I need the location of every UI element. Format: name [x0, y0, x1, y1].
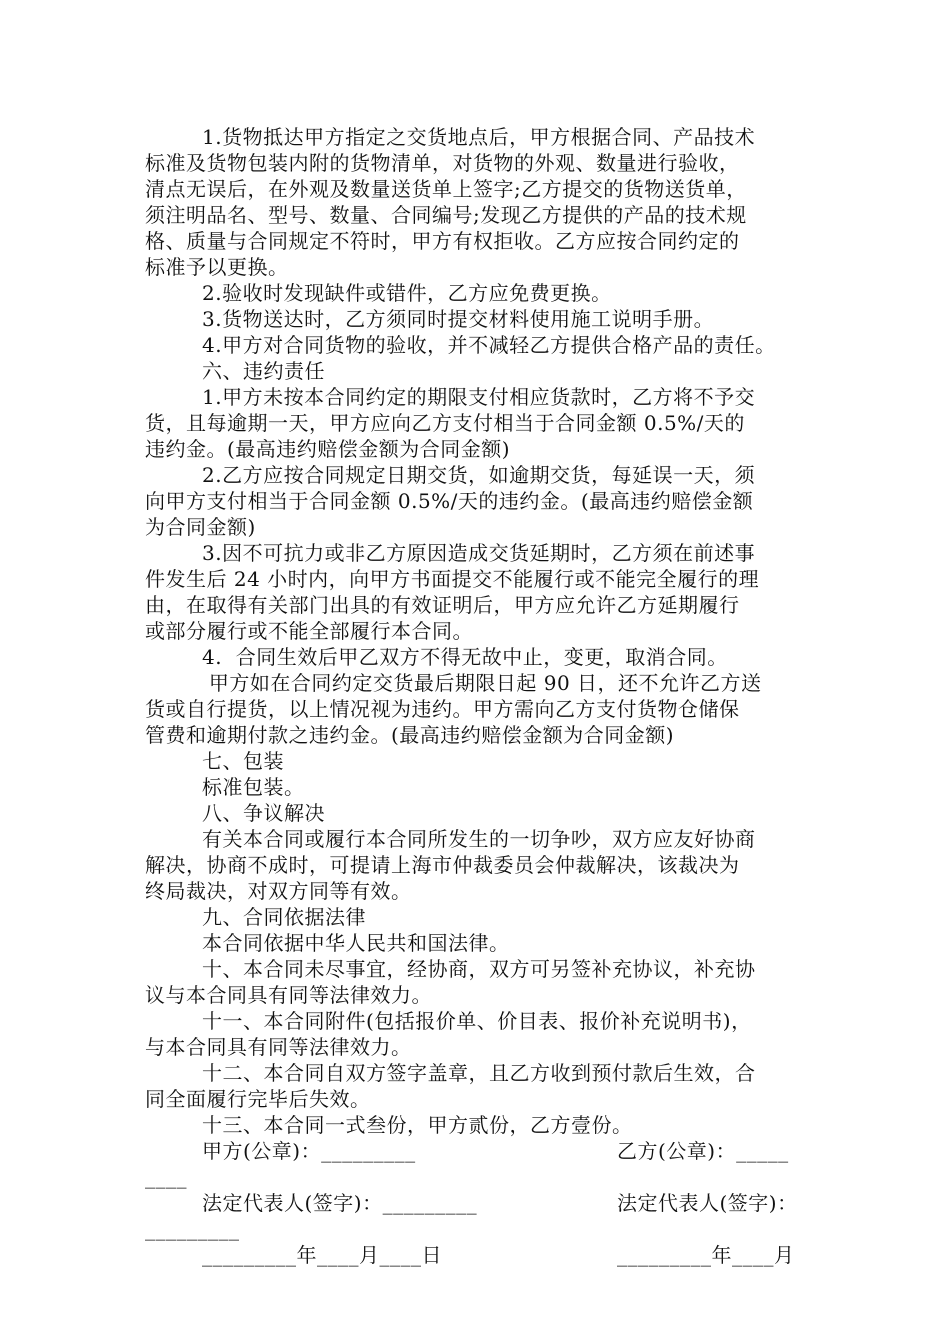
- text-line: 2.乙方应按合同规定日期交货，如逾期交货，每延误一天，须: [202, 463, 756, 487]
- text-line: 3.因不可抗力或非乙方原因造成交货延期时，乙方须在前述事: [202, 541, 756, 565]
- text-line: 4. 合同生效后甲乙双方不得无故中止，变更，取消合同。: [202, 645, 728, 669]
- text-line: 十、本合同未尽事宜，经协商，双方可另签补充协议，补充协: [202, 957, 756, 981]
- text-line: 与本合同具有同等法律效力。: [145, 1035, 412, 1059]
- text-line: 同全面履行完毕后失效。: [145, 1087, 371, 1111]
- party-b-seal-field: 乙方(公章)：_____: [617, 1139, 789, 1163]
- party-b-date-field: _________年____月: [617, 1243, 795, 1267]
- text-line: 解决，协商不成时，可提请上海市仲裁委员会仲裁解决，该裁决为: [145, 853, 740, 877]
- text-line: 违约金。(最高违约赔偿金额为合同金额): [145, 437, 511, 461]
- text-line: 1.甲方未按本合同约定的期限支付相应货款时，乙方将不予交: [202, 385, 756, 409]
- text-line: 向甲方支付相当于合同金额 0.5%/天的违约金。(最高违约赔偿金额: [145, 489, 754, 513]
- text-line: 有关本合同或履行本合同所发生的一切争吵，双方应友好协商: [202, 827, 756, 851]
- text-line: 十二、本合同自双方签字盖章，且乙方收到预付款后生效，合: [202, 1061, 756, 1085]
- text-line: 4.甲方对合同货物的验收，并不减轻乙方提供合格产品的责任。: [202, 333, 776, 357]
- text-line: 管费和逾期付款之违约金。(最高违约赔偿金额为合同金额): [145, 723, 675, 747]
- text-line: 件发生后 24 小时内，向甲方书面提交不能履行或不能完全履行的理: [145, 567, 760, 591]
- party-a-date-field: _________年____月____日: [202, 1243, 442, 1267]
- text-line: 十三、本合同一式叁份，甲方贰份，乙方壹份。: [202, 1113, 633, 1137]
- text-line: 清点无误后，在外观及数量送货单上签字;乙方提交的货物送货单，: [145, 177, 747, 201]
- text-line: 标准予以更换。: [145, 255, 289, 279]
- text-line: 2.验收时发现缺件或错件，乙方应免费更换。: [202, 281, 612, 305]
- text-line: 本合同依据中华人民共和国法律。: [202, 931, 510, 955]
- text-line: 或部分履行或不能全部履行本合同。: [145, 619, 473, 643]
- text-line: 终局裁决，对双方同等有效。: [145, 879, 412, 903]
- party-a-seal-field: 甲方(公章)：_________: [202, 1139, 416, 1163]
- text-line: 3.货物送达时，乙方须同时提交材料使用施工说明手册。: [202, 307, 715, 331]
- text-line: 1.货物抵达甲方指定之交货地点后，甲方根据合同、产品技术: [202, 125, 756, 149]
- text-line: 货或自行提货，以上情况视为违约。甲方需向乙方支付货物仓储保: [145, 697, 740, 721]
- section-heading: 九、合同依据法律: [202, 905, 366, 929]
- text-line: 货，且每逾期一天，甲方应向乙方支付相当于合同金额 0.5%/天的: [145, 411, 745, 435]
- party-b-seal-field-continued: ____: [145, 1165, 187, 1189]
- section-heading: 八、争议解决: [202, 801, 325, 825]
- party-a-representative-field: 法定代表人(签字)：_________: [202, 1191, 478, 1215]
- party-b-representative-field-continued: _________: [145, 1217, 240, 1241]
- text-line: 为合同金额): [145, 515, 256, 539]
- text-line: 由，在取得有关部门出具的有效证明后，甲方应允许乙方延期履行: [145, 593, 740, 617]
- text-line: 十一、本合同附件(包括报价单、价目表、报价补充说明书)，: [202, 1009, 752, 1033]
- section-heading: 六、违约责任: [202, 359, 325, 383]
- text-line: 标准及货物包装内附的货物清单，对货物的外观、数量进行验收，: [145, 151, 740, 175]
- text-line: 甲方如在合同约定交货最后期限日起 90 日，还不允许乙方送: [202, 671, 762, 695]
- section-heading: 七、包装: [202, 749, 284, 773]
- text-line: 标准包装。: [202, 775, 305, 799]
- party-b-representative-field: 法定代表人(签字)：: [617, 1191, 798, 1215]
- text-line: 须注明品名、型号、数量、合同编号;发现乙方提供的产品的技术规: [145, 203, 747, 227]
- text-line: 格、质量与合同规定不符时，甲方有权拒收。乙方应按合同约定的: [145, 229, 740, 253]
- text-line: 议与本合同具有同等法律效力。: [145, 983, 432, 1007]
